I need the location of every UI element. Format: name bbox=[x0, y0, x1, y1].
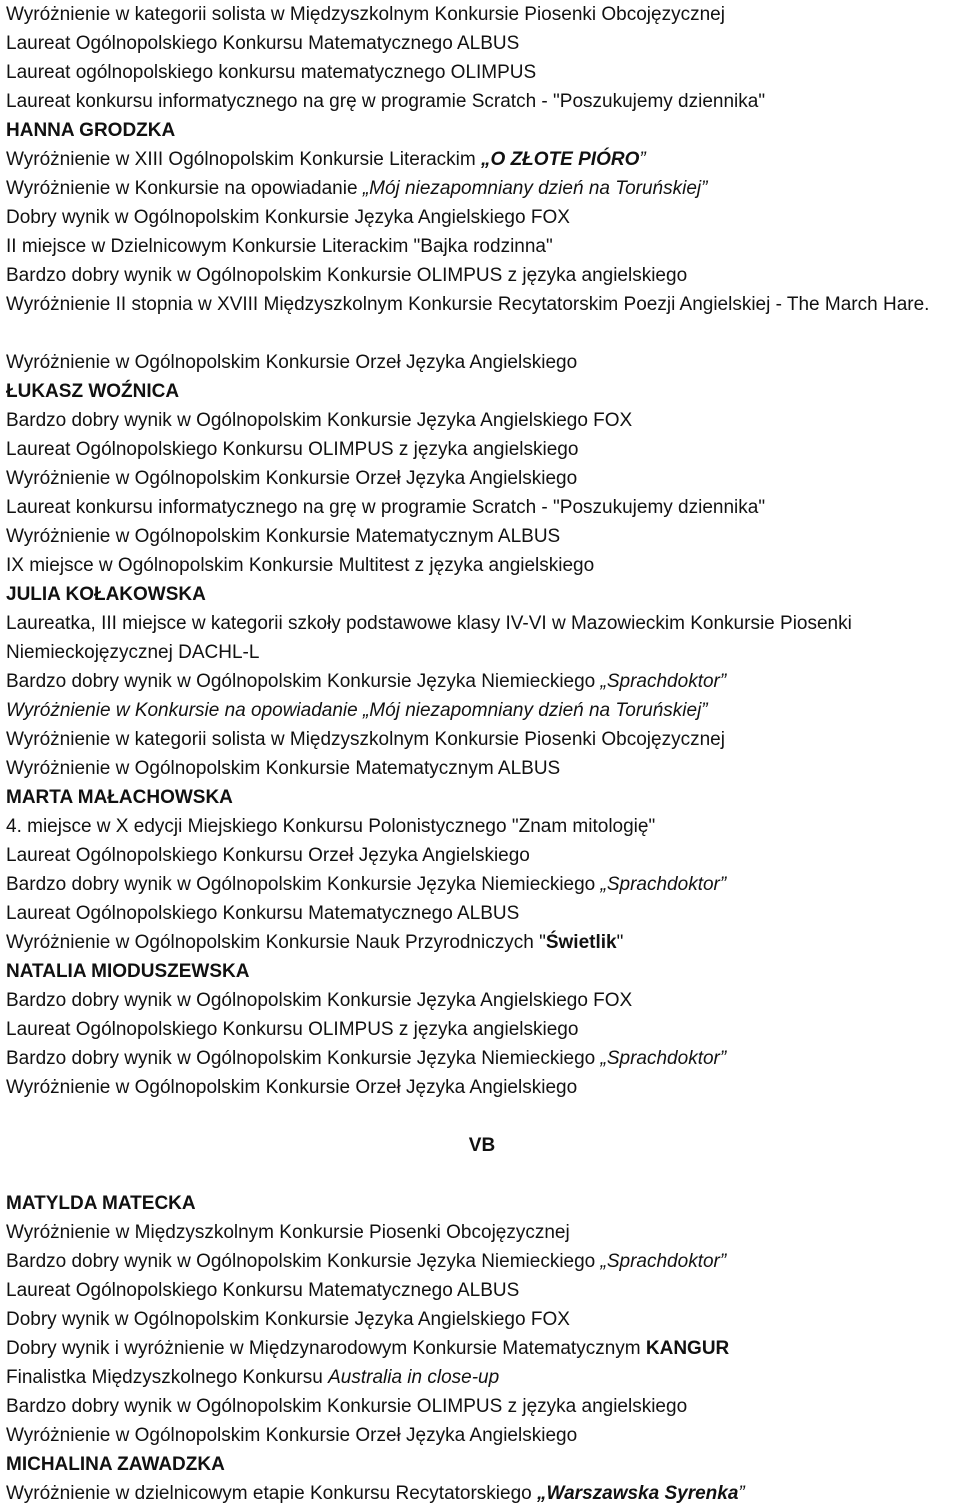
blank-line bbox=[6, 1102, 958, 1131]
award-line: Wyróżnienie w Ogólnopolskim Konkursie Orzeł Języka Angielskiego bbox=[6, 1077, 578, 1098]
award-title: „Sprachdoktor” bbox=[600, 671, 727, 692]
award-line bbox=[6, 667, 958, 696]
award-text: Wyróżnienie w dzielnicowym etapie Konkursu Recytatorskiego bbox=[6, 1483, 538, 1504]
award-line: II miejsce w Dzielnicowym Konkursie Literackim "Bajka rodzinna" bbox=[6, 236, 553, 257]
award-title: KANGUR bbox=[645, 1338, 730, 1359]
award-line: Laureatka, III miejsce w kategorii szkoły podstawowe klasy IV-VI w Mazowieckim Konkursie Piosenki Niemieckojęzycznej DACHL-L bbox=[6, 613, 852, 663]
award-title: Świetlik bbox=[545, 932, 617, 953]
award-line: Bardzo dobry wynik w Ogólnopolskim Konkursie OLIMPUS z języka angielskiego bbox=[6, 1396, 688, 1417]
award-line: Laureat konkursu informatycznego na grę w programie Scratch - "Poszukujemy dziennika" bbox=[6, 497, 766, 518]
award-line: IX miejsce w Ogólnopolskim Konkursie Multitest z języka angielskiego bbox=[6, 555, 595, 576]
award-line: Wyróżnienie w kategorii solista w Międzyszkolnym Konkursie Piosenki Obcojęzycznej bbox=[6, 4, 725, 25]
student-name: MICHALINA ZAWADZKA bbox=[6, 1454, 225, 1475]
award-line bbox=[6, 1044, 958, 1073]
award-line: 4. miejsce w X edycji Miejskiego Konkursu Polonistycznego "Znam mitologię" bbox=[6, 816, 656, 837]
award-text: Bardzo dobry wynik w Ogólnopolskim Konkursie Języka Niemieckiego bbox=[6, 671, 601, 692]
award-text: Bardzo dobry wynik w Ogólnopolskim Konkursie Języka Niemieckiego bbox=[6, 874, 601, 895]
award-line bbox=[6, 174, 958, 203]
award-title: „Warszawska Syrenka bbox=[537, 1483, 739, 1504]
award-line bbox=[6, 1363, 958, 1392]
award-line bbox=[6, 145, 958, 174]
award-line: Wyróżnienie w Ogólnopolskim Konkursie Orzeł Języka Angielskiego bbox=[6, 352, 578, 373]
award-line: Laureat Ogólnopolskiego Konkursu Matematycznego ALBUS bbox=[6, 903, 520, 924]
award-line: Laureat ogólnopolskiego konkursu matematycznego OLIMPUS bbox=[6, 62, 537, 83]
class-heading: VB bbox=[468, 1135, 496, 1156]
award-text: Bardzo dobry wynik w Ogólnopolskim Konkursie Języka Niemieckiego bbox=[6, 1048, 601, 1069]
student-name: HANNA GRODZKA bbox=[6, 120, 176, 141]
award-line: Wyróżnienie w Konkursie na opowiadanie „Mój niezapomniany dzień na Toruńskiej” bbox=[6, 700, 708, 721]
award-line: Dobry wynik w Ogólnopolskim Konkursie Języka Angielskiego FOX bbox=[6, 1309, 570, 1330]
award-line: Laureat Ogólnopolskiego Konkursu OLIMPUS z języka angielskiego bbox=[6, 439, 579, 460]
award-title-quote: ” bbox=[738, 1483, 745, 1504]
award-line bbox=[6, 1479, 958, 1508]
award-line: Wyróżnienie w Ogólnopolskim Konkursie Matematycznym ALBUS bbox=[6, 526, 561, 547]
award-line: Laureat Ogólnopolskiego Konkursu Matematycznego ALBUS bbox=[6, 33, 520, 54]
award-line bbox=[6, 928, 958, 957]
blank-line bbox=[6, 1160, 958, 1189]
award-title: „Sprachdoktor” bbox=[600, 1048, 727, 1069]
award-line: Bardzo dobry wynik w Ogólnopolskim Konkursie OLIMPUS z języka angielskiego bbox=[6, 265, 688, 286]
award-title: „O ZŁOTE PIÓRO bbox=[481, 149, 640, 170]
award-title: Australia in close-up bbox=[328, 1367, 500, 1388]
award-line: Laureat konkursu informatycznego na grę w programie Scratch - "Poszukujemy dziennika" bbox=[6, 91, 766, 112]
award-text-end: " bbox=[616, 932, 624, 953]
award-title: „Sprachdoktor” bbox=[600, 874, 727, 895]
award-line: Wyróżnienie II stopnia w XVIII Międzyszkolnym Konkursie Recytatorskim Poezji Angielskiej - The March Hare. bbox=[6, 294, 930, 315]
award-text: Wyróżnienie w XIII Ogólnopolskim Konkursie Literackim bbox=[6, 149, 482, 170]
award-text: Bardzo dobry wynik w Ogólnopolskim Konkursie Języka Niemieckiego bbox=[6, 1251, 601, 1272]
award-text: Finalistka Międzyszkolnego Konkursu bbox=[6, 1367, 329, 1388]
award-text: Wyróżnienie w Konkursie na opowiadanie bbox=[6, 178, 363, 199]
award-line bbox=[6, 1247, 958, 1276]
student-name: NATALIA MIODUSZEWSKA bbox=[6, 961, 250, 982]
award-line: Wyróżnienie w Ogólnopolskim Konkursie Matematycznym ALBUS bbox=[6, 758, 561, 779]
award-line: Bardzo dobry wynik w Ogólnopolskim Konkursie Języka Angielskiego FOX bbox=[6, 990, 633, 1011]
student-name: MARTA MAŁACHOWSKA bbox=[6, 787, 233, 808]
student-name: MATYLDA MATECKA bbox=[6, 1193, 196, 1214]
award-line: Laureat Ogólnopolskiego Konkursu Matematycznego ALBUS bbox=[6, 1280, 520, 1301]
award-line bbox=[6, 870, 958, 899]
award-title: „Sprachdoktor” bbox=[600, 1251, 727, 1272]
student-name: ŁUKASZ WOŹNICA bbox=[6, 381, 180, 402]
award-line: Dobry wynik w Ogólnopolskim Konkursie Języka Angielskiego FOX bbox=[6, 207, 570, 228]
award-line bbox=[6, 1334, 958, 1363]
award-text: Dobry wynik i wyróżnienie w Międzynarodowym Konkursie Matematycznym bbox=[6, 1338, 646, 1359]
award-title: „Mój niezapomniany dzień na Toruńskiej” bbox=[362, 178, 708, 199]
award-line: Laureat Ogólnopolskiego Konkursu OLIMPUS z języka angielskiego bbox=[6, 1019, 579, 1040]
award-line: Wyróżnienie w Ogólnopolskim Konkursie Orzeł Języka Angielskiego bbox=[6, 468, 578, 489]
award-line: Wyróżnienie w kategorii solista w Międzyszkolnym Konkursie Piosenki Obcojęzycznej bbox=[6, 729, 725, 750]
award-line: Bardzo dobry wynik w Ogólnopolskim Konkursie Języka Angielskiego FOX bbox=[6, 410, 633, 431]
award-line: Wyróżnienie w Ogólnopolskim Konkursie Orzeł Języka Angielskiego bbox=[6, 1425, 578, 1446]
award-line: Laureat Ogólnopolskiego Konkursu Orzeł Języka Angielskiego bbox=[6, 845, 530, 866]
award-text: Wyróżnienie w Ogólnopolskim Konkursie Nauk Przyrodniczych " bbox=[6, 932, 546, 953]
award-title-quote: ” bbox=[639, 149, 646, 170]
student-name: JULIA KOŁAKOWSKA bbox=[6, 584, 206, 605]
award-line: Wyróżnienie w Międzyszkolnym Konkursie Piosenki Obcojęzycznej bbox=[6, 1222, 570, 1243]
document bbox=[6, 0, 958, 1508]
